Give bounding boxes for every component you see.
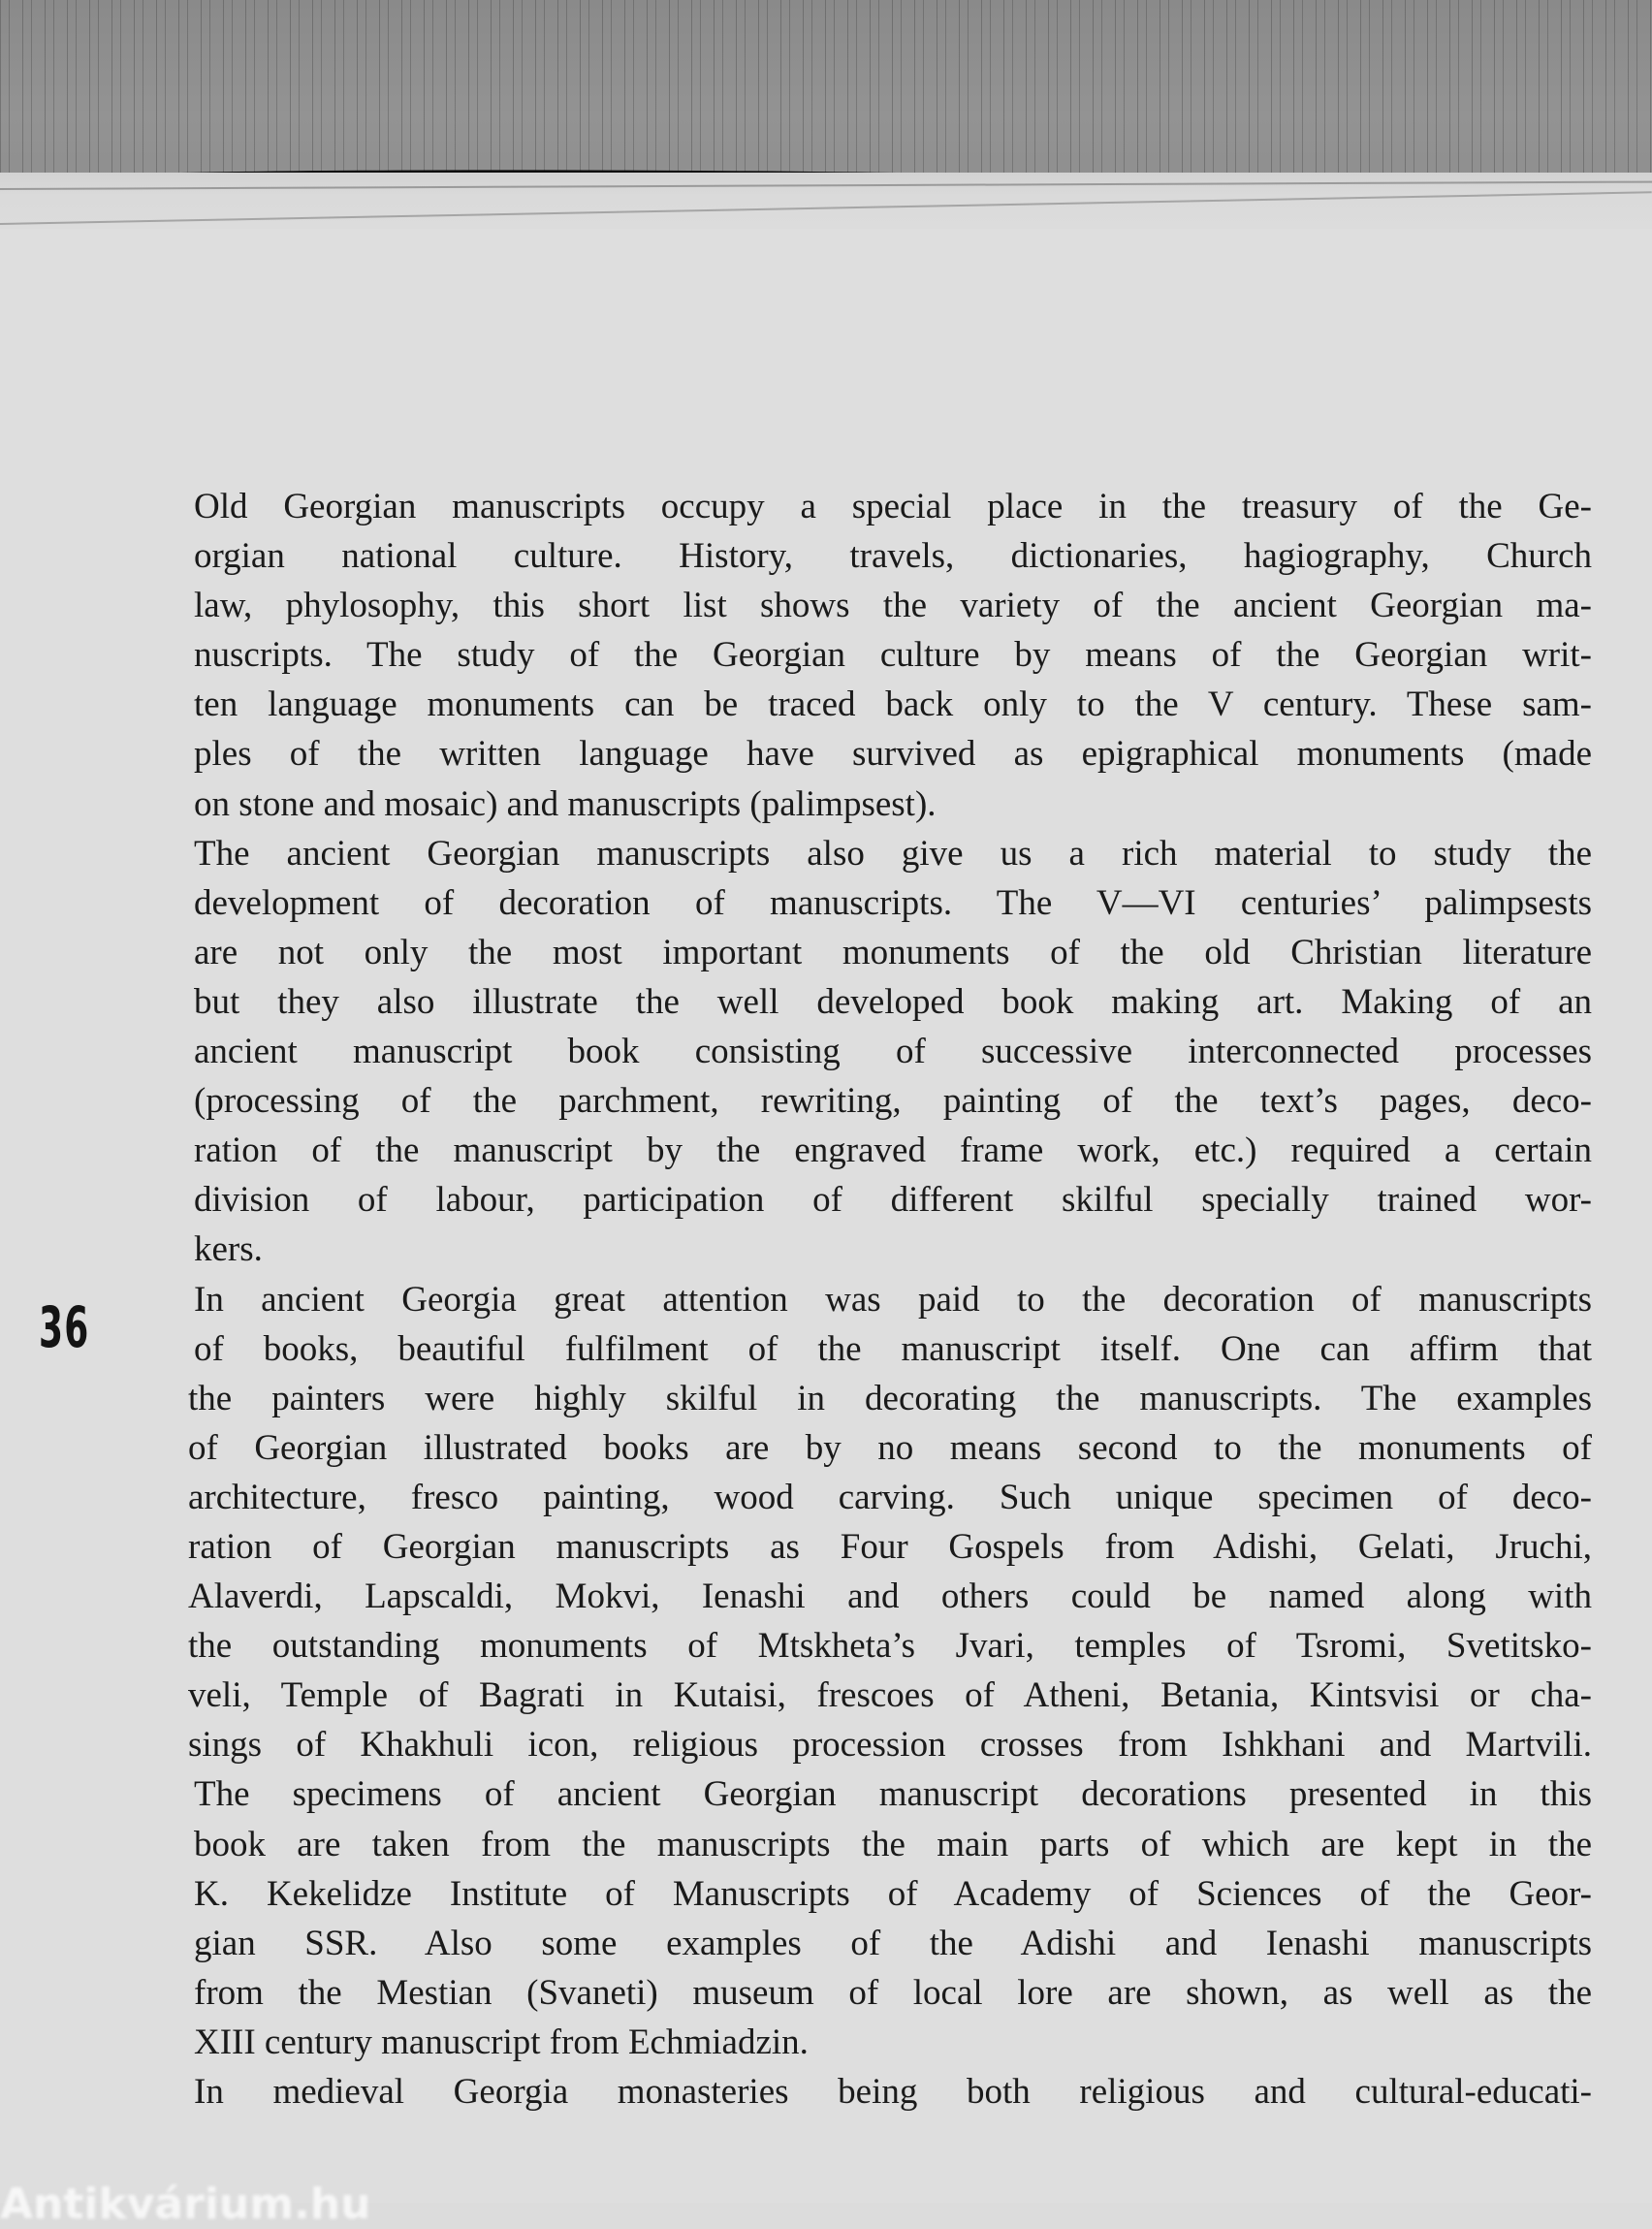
text-line: sings of Khakhuli icon, religious procession crosses from Ishkhani and Martvili. — [188, 1725, 1592, 1766]
page-number: 36 — [39, 1294, 90, 1360]
paragraph — [194, 2067, 1592, 2117]
body-text — [188, 482, 1592, 2117]
text-line: architecture, fresco painting, wood carving. Such unique specimen of deco- — [188, 1477, 1592, 1517]
text-line: ples of the written language have survived as epigraphical monuments (made — [194, 734, 1592, 775]
text-line: kers. — [194, 1229, 263, 1270]
watermark: Antikvárium.hu — [0, 2180, 371, 2229]
paragraph — [194, 829, 1592, 1275]
text-line: ration of the manuscript by the engraved frame work, etc.) required a certain — [194, 1130, 1592, 1171]
text-line: ration of Georgian manuscripts as Four Gospels from Adishi, Gelati, Jruchi, — [188, 1526, 1592, 1567]
text-line: orgian national culture. History, travels, dictionaries, hagiography, Church — [194, 536, 1592, 577]
text-line: In medieval Georgia monasteries being both religious and cultural-educati- — [194, 2072, 1592, 2112]
text-line: The ancient Georgian manuscripts also give us a rich material to study the — [194, 833, 1592, 874]
text-line: Old Georgian manuscripts occupy a special place in the treasury of the Ge- — [194, 487, 1592, 526]
text-line: ten language monuments can be traced back only to the V century. These sam- — [194, 685, 1592, 725]
paragraph — [188, 1275, 1592, 1770]
text-line: book are taken from the manuscripts the main parts of which are kept in the — [194, 1824, 1592, 1864]
text-line: ancient manuscript book consisting of successive interconnected processes — [194, 1032, 1592, 1072]
text-line: law, phylosophy, this short list shows the variety of the ancient Georgian ma- — [194, 586, 1592, 626]
text-line: development of decoration of manuscripts. The V—VI centuries’ palimpsests — [194, 882, 1592, 923]
text-line: Alaverdi, Lapscaldi, Mokvi, Ienashi and others could be named along with — [188, 1576, 1592, 1617]
text-line: the outstanding monuments of Mtskheta’s Jvari, temples of Tsromi, Svetitsko- — [188, 1626, 1592, 1667]
text-line: The specimens of ancient Georgian manuscript decorations presented in this — [194, 1774, 1592, 1815]
paragraph — [194, 1769, 1592, 2067]
text-line: on stone and mosaic) and manuscripts (palimpsest). — [194, 783, 937, 824]
text-line: nuscripts. The study of the Georgian culture by means of the Georgian writ- — [194, 635, 1592, 676]
text-line: (processing of the parchment, rewriting, painting of the text’s pages, deco- — [194, 1081, 1592, 1122]
text-line: of books, beautiful fulfilment of the manuscript itself. One can affirm that — [194, 1328, 1592, 1369]
text-line: of Georgian illustrated books are by no means second to the monuments of — [188, 1427, 1592, 1468]
text-line: division of labour, participation of different skilful specially trained wor- — [194, 1180, 1592, 1221]
text-line: XIII century manuscript from Echmiadzin. — [194, 2022, 809, 2062]
text-line: In ancient Georgia great attention was paid to the decoration of manuscripts — [194, 1279, 1592, 1320]
text-line: the painters were highly skilful in decorating the manuscripts. The examples — [188, 1378, 1592, 1418]
paragraph — [194, 482, 1592, 829]
table-surface-background — [0, 0, 1652, 194]
text-line: are not only the most important monuments of the old Christian literature — [194, 932, 1592, 972]
text-line: veli, Temple of Bagrati in Kutaisi, frescoes of Atheni, Betania, Kintsvisi or cha- — [188, 1675, 1592, 1716]
text-line: gian SSR. Also some examples of the Adishi and Ienashi manuscripts — [194, 1923, 1592, 1963]
text-line: from the Mestian (Svaneti) museum of local lore are shown, as well as the — [194, 1972, 1592, 2013]
text-line: K. Kekelidze Institute of Manuscripts of Academy of Sciences of the Geor- — [194, 1873, 1592, 1914]
text-line: but they also illustrate the well developed book making art. Making of an — [194, 981, 1592, 1022]
